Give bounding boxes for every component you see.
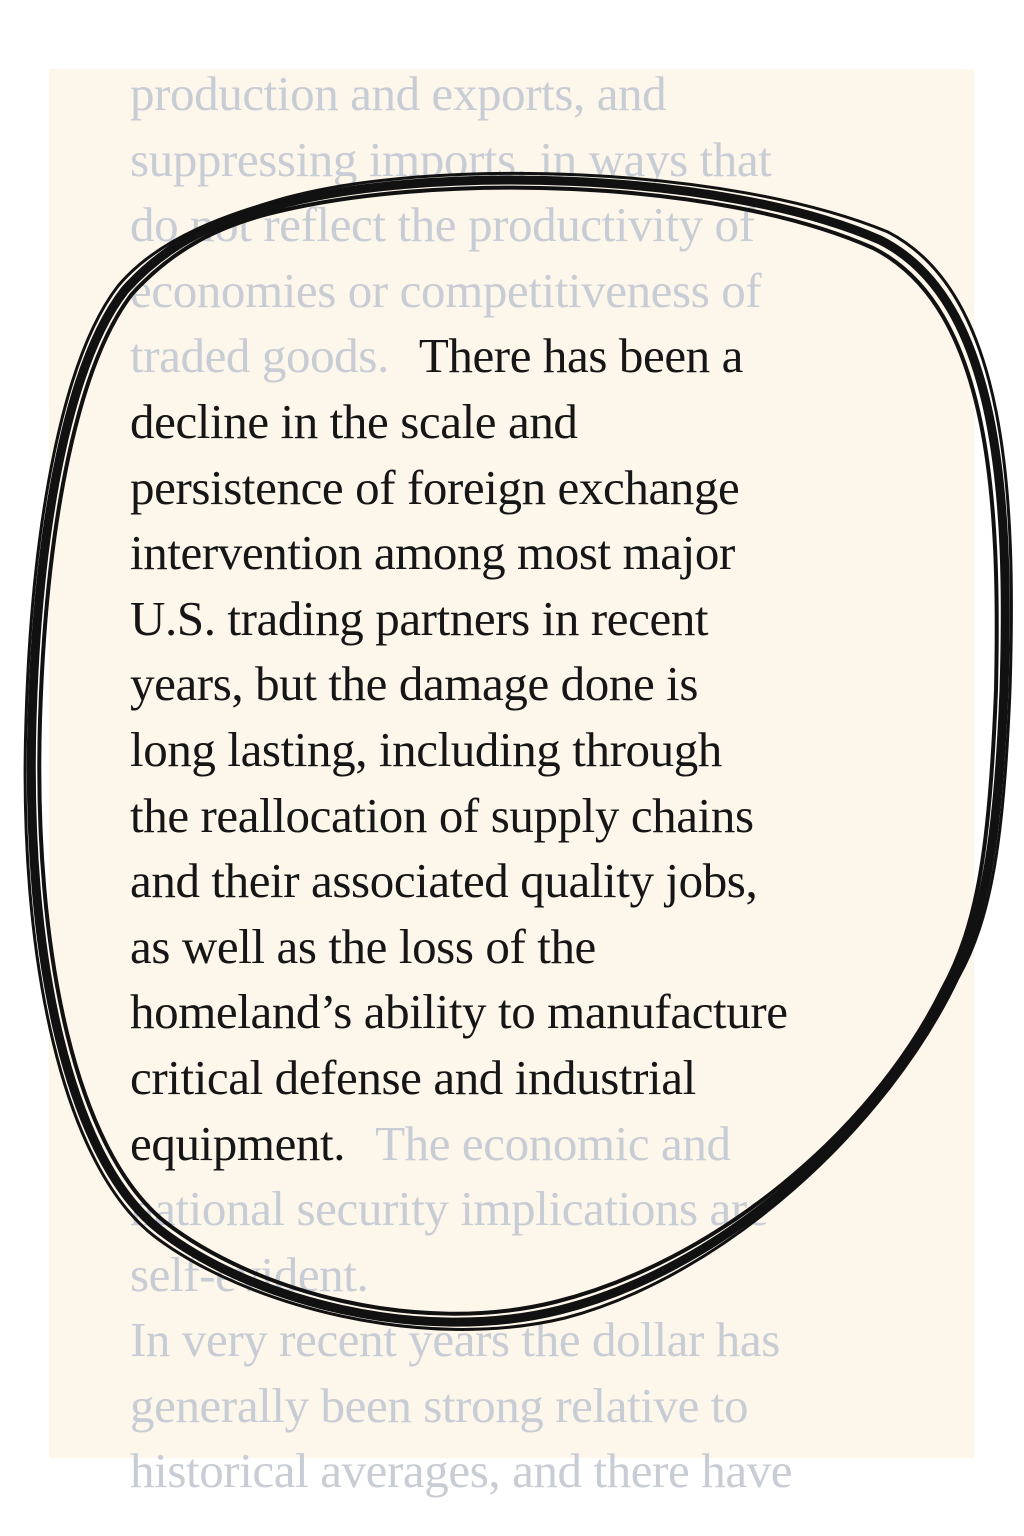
faded-text: economies or competitiveness of — [130, 262, 762, 318]
text-line — [130, 979, 970, 1045]
text-line — [130, 127, 970, 193]
text-line — [130, 651, 970, 717]
faded-text: suppressing imports, in ways that — [130, 131, 772, 187]
faded-text: traded goods. — [130, 328, 389, 384]
text-line — [130, 1045, 970, 1111]
highlighted-text: and their associated quality jobs, — [130, 853, 758, 909]
highlighted-text: equipment. — [130, 1115, 346, 1171]
faded-text: historical averages, and there have — [130, 1443, 793, 1499]
text-line — [130, 914, 970, 980]
highlighted-text: U.S. trading partners in recent — [130, 590, 709, 646]
highlighted-text: homeland’s ability to manufacture — [130, 984, 788, 1040]
text-line — [130, 389, 970, 455]
text-line — [130, 192, 970, 258]
text-line — [130, 1176, 970, 1242]
text-line — [130, 1111, 970, 1177]
faded-text: In very recent years the dollar has — [130, 1312, 780, 1368]
text-line — [130, 1242, 970, 1308]
text-line — [130, 717, 970, 783]
text-line — [130, 61, 970, 127]
highlighted-text: years, but the damage done is — [130, 656, 699, 712]
faded-text: generally been strong relative to — [130, 1377, 749, 1433]
highlighted-text: There has been a — [418, 328, 743, 384]
highlighted-text: persistence of foreign exchange — [130, 459, 740, 515]
text-line — [130, 1438, 970, 1504]
text-line — [130, 520, 970, 586]
text-line — [130, 848, 970, 914]
faded-text: self-evident. — [130, 1246, 369, 1302]
body-text — [130, 61, 970, 1504]
text-line — [130, 1307, 970, 1373]
document-excerpt — [49, 66, 974, 1499]
text-line — [130, 455, 970, 521]
highlighted-text: decline in the scale and — [130, 393, 578, 449]
text-line — [130, 783, 970, 849]
faded-text: production and exports, and — [130, 66, 667, 121]
faded-text: do not reflect the productivity of — [130, 197, 755, 253]
highlighted-text: long lasting, including through — [130, 721, 722, 777]
highlighted-text: critical defense and industrial — [130, 1049, 696, 1105]
text-line — [130, 1373, 970, 1439]
highlighted-text: as well as the loss of the — [130, 918, 596, 974]
text-line — [130, 323, 970, 389]
text-line — [130, 258, 970, 324]
faded-text: The economic and — [375, 1115, 731, 1171]
highlighted-text: the reallocation of supply chains — [130, 787, 754, 843]
faded-text: national security implications are — [130, 1181, 769, 1237]
text-line — [130, 586, 970, 652]
highlighted-text: intervention among most major — [130, 525, 735, 581]
